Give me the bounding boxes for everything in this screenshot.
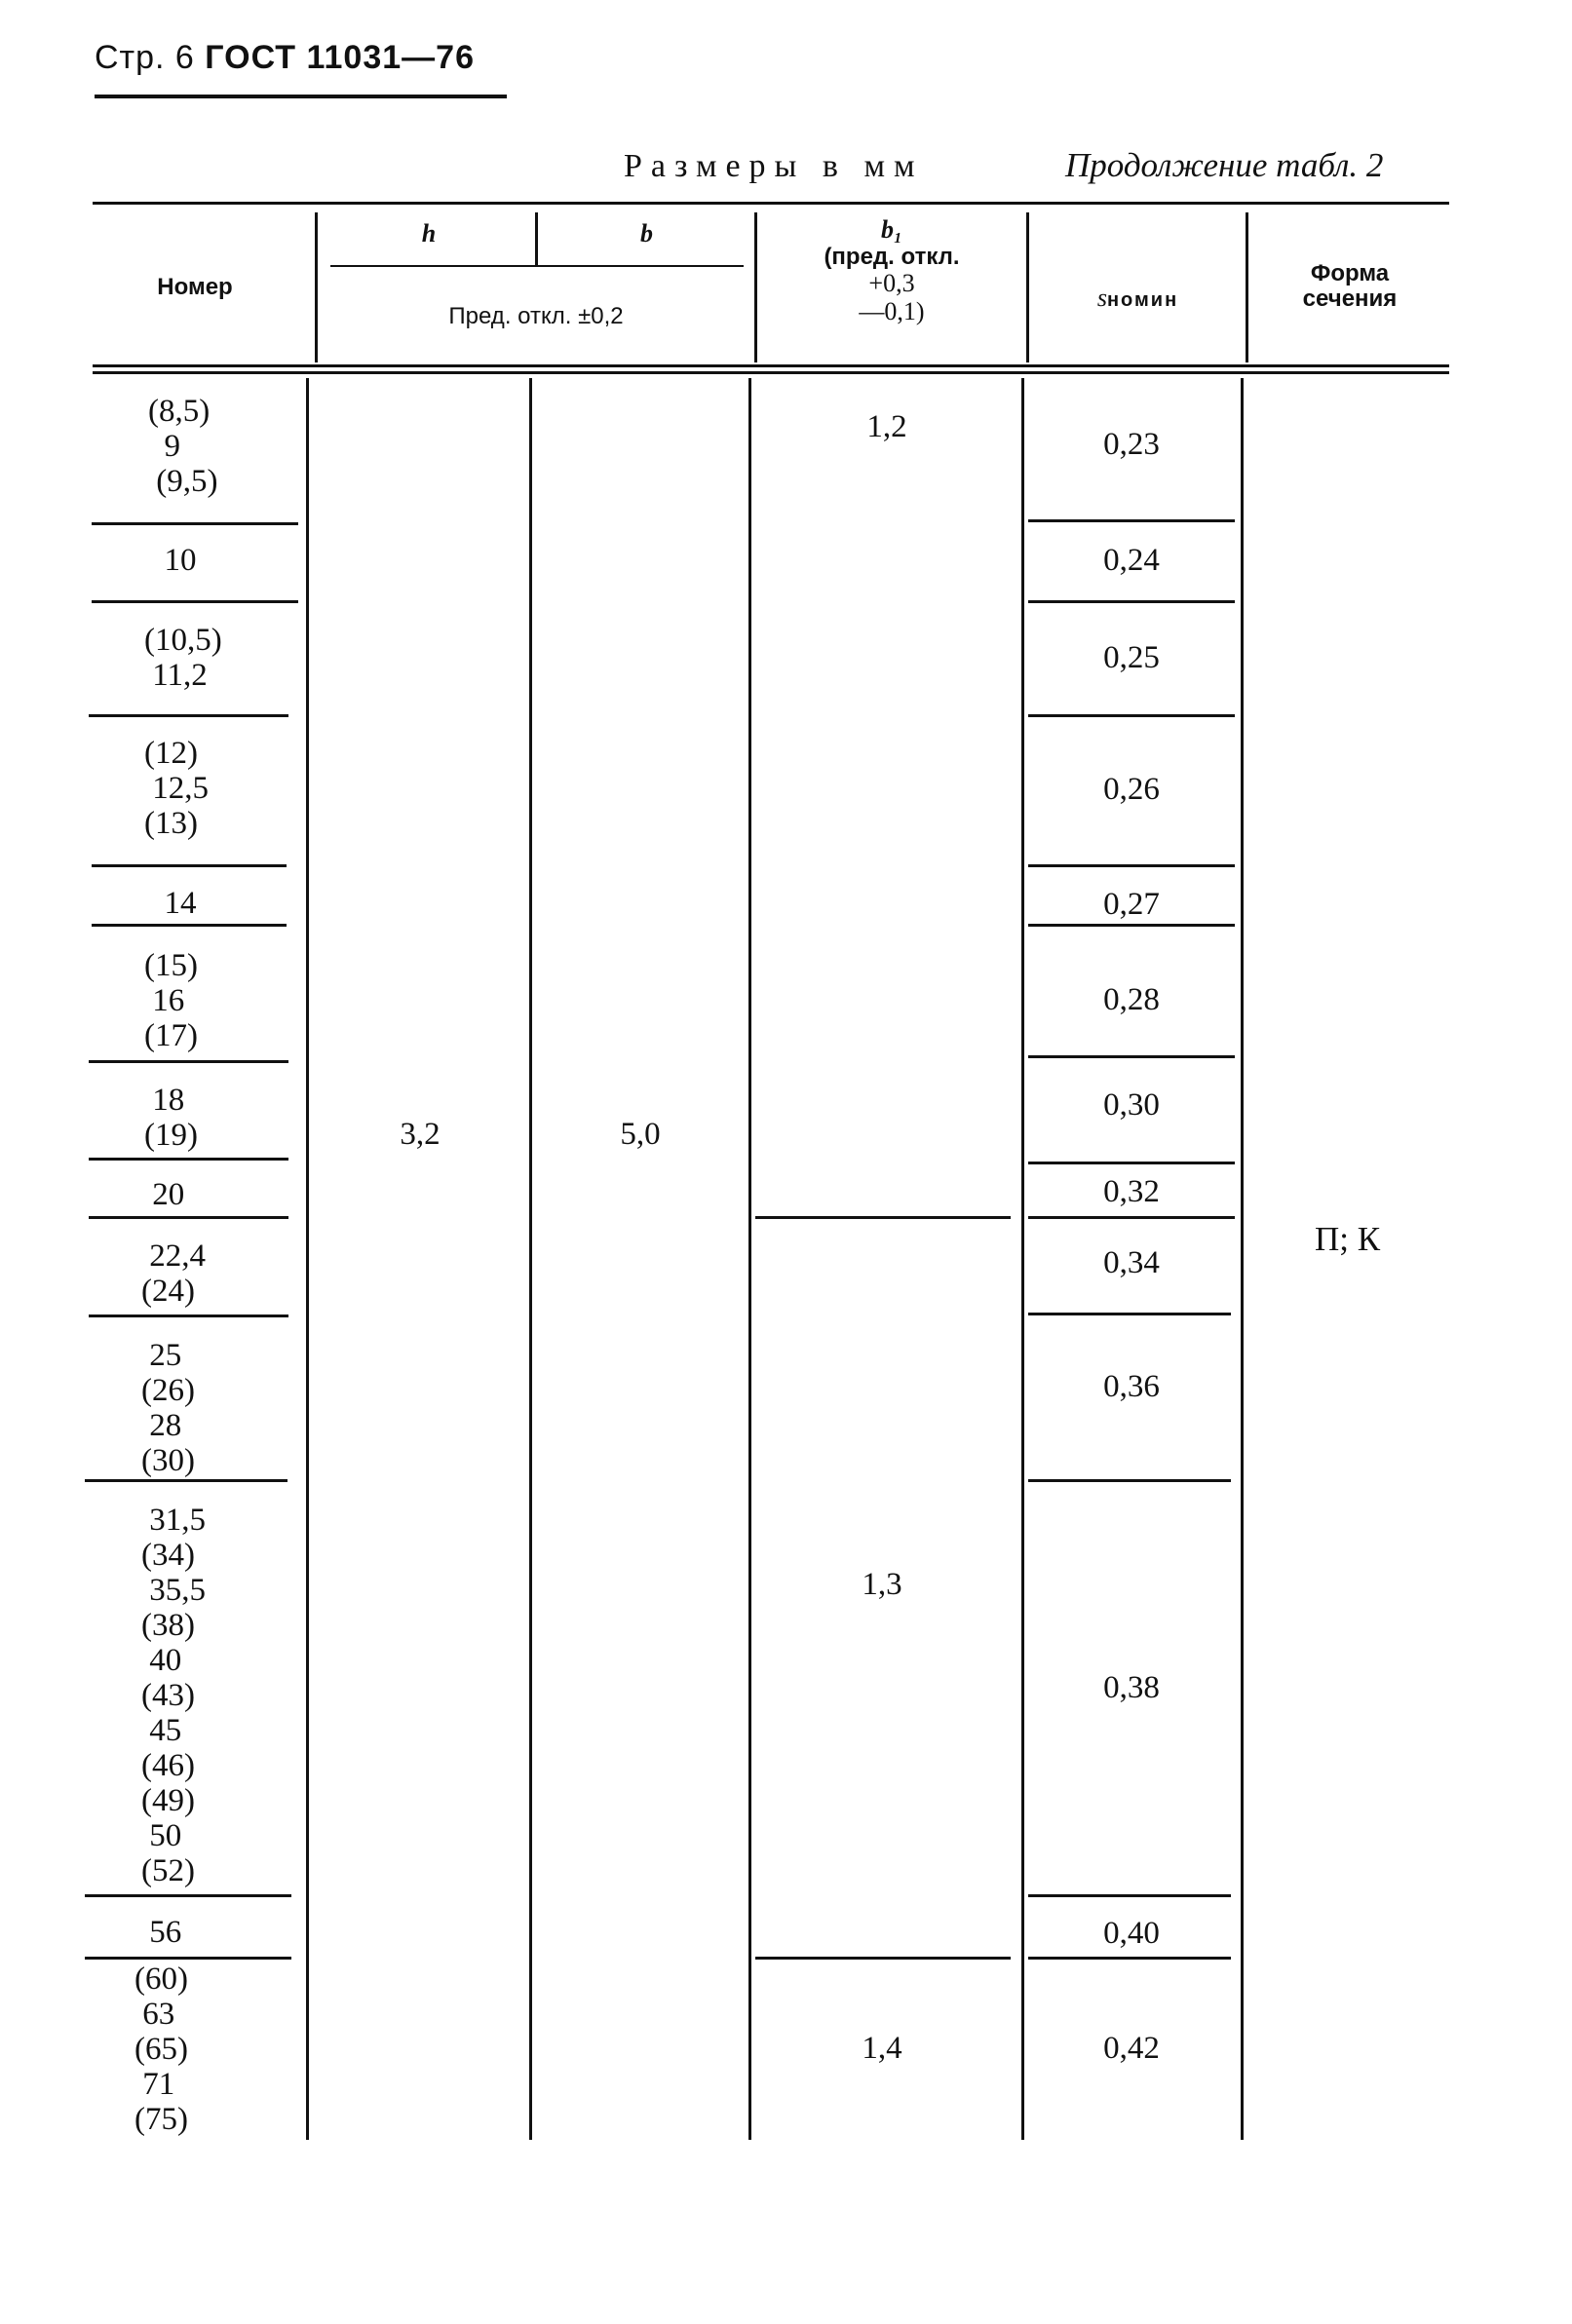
col-b1-header <box>760 216 1023 325</box>
b1-sep-2 <box>755 1957 1011 1960</box>
nomer-group: (60) 63 (65) 71 (75) <box>134 1962 188 2137</box>
header-rule <box>95 95 507 98</box>
body-vline-3 <box>748 378 751 2140</box>
hdr-hb-rule <box>330 265 744 267</box>
hdr-vline-5 <box>1246 212 1248 362</box>
b1-symbol: b₁ <box>880 215 903 244</box>
nomer-group: (15) 16 (17) <box>144 948 198 1053</box>
s-value: 0,32 <box>1103 1174 1160 1209</box>
s-sep <box>1028 864 1235 867</box>
s-sep <box>1028 1313 1231 1315</box>
body-vline-4 <box>1021 378 1024 2140</box>
header-rule-2 <box>93 371 1449 374</box>
nomer-group: 10 <box>148 543 197 578</box>
forma-line-1: Форма <box>1310 260 1390 286</box>
h-value: 3,2 <box>400 1117 441 1152</box>
s-sep <box>1028 924 1235 927</box>
b1-value: 1,2 <box>866 409 907 444</box>
col-nomer-header: Номер <box>157 274 233 300</box>
s-sep <box>1028 1162 1235 1164</box>
units-caption: Размеры в мм <box>624 148 924 184</box>
s-value: 0,23 <box>1103 427 1160 462</box>
b1-tol-line-3: —0,1) <box>859 296 925 325</box>
nomer-group: (8,5) 9 (9,5) <box>148 394 218 499</box>
nomer-group: 20 <box>144 1177 185 1212</box>
nomer-group: 56 <box>141 1915 182 1950</box>
nomer-group: 18 (19) <box>144 1083 198 1153</box>
nomer-group: 14 <box>148 886 197 921</box>
nomer-group: 22,4 (24) <box>141 1238 206 1309</box>
nomer-group: (12) 12,5 (13) <box>144 736 209 841</box>
s-value: 0,25 <box>1103 640 1160 675</box>
nomer-sep <box>89 714 288 717</box>
b-value: 5,0 <box>620 1117 661 1152</box>
s-sep <box>1028 600 1235 603</box>
nomer-sep <box>89 1158 288 1161</box>
col-b-header: b <box>640 219 653 248</box>
b1-tol-line-1: (пред. откл. <box>824 243 960 270</box>
nomer-sep <box>92 600 298 603</box>
s-value: 0,36 <box>1103 1369 1160 1404</box>
hdr-vline-1 <box>315 212 318 362</box>
standard-code: ГОСТ 11031—76 <box>205 39 475 76</box>
table-top-rule <box>93 202 1449 205</box>
nomer-sep <box>85 1894 291 1897</box>
nomer-sep <box>85 1957 291 1960</box>
nomer-sep <box>89 1060 288 1063</box>
nomer-sep <box>92 522 298 525</box>
body-vline-1 <box>306 378 309 2140</box>
s-sep <box>1028 519 1235 522</box>
nomer-group: 25 (26) 28 (30) <box>141 1338 195 1478</box>
nomer-sep <box>85 1479 288 1482</box>
body-vline-2 <box>529 378 532 2140</box>
hdr-vline-3 <box>754 212 757 362</box>
page-number: Стр. 6 <box>95 39 195 76</box>
nomer-sep <box>92 864 287 867</box>
forma-value: П; К <box>1314 1220 1381 1258</box>
s-sep <box>1028 1957 1231 1960</box>
s-subscript: номин <box>1106 289 1179 311</box>
s-value: 0,34 <box>1103 1245 1160 1280</box>
nomer-sep <box>89 1314 288 1317</box>
s-value: 0,40 <box>1103 1916 1160 1951</box>
hdr-vline-4 <box>1026 212 1029 362</box>
s-value: 0,30 <box>1103 1087 1160 1123</box>
s-value: 0,42 <box>1103 2031 1160 2066</box>
s-value: 0,26 <box>1103 772 1160 807</box>
s-value: 0,27 <box>1103 887 1160 922</box>
col-forma-header <box>1252 261 1447 313</box>
b1-tol-line-2: +0,3 <box>868 268 915 297</box>
b1-value: 1,3 <box>862 1567 902 1602</box>
s-sep <box>1028 1894 1231 1897</box>
s-symbol: s <box>1096 284 1107 312</box>
continuation-caption: Продолжение табл. 2 <box>1065 146 1384 184</box>
nomer-sep <box>89 1216 288 1219</box>
s-sep <box>1028 714 1235 717</box>
nomer-sep <box>92 924 287 927</box>
body-vline-5 <box>1241 378 1244 2140</box>
nomer-group: 31,5 (34) 35,5 (38) 40 (43) 45 (46) (49) 50 (52) <box>141 1503 206 1888</box>
s-value: 0,24 <box>1103 543 1160 578</box>
nomer-group: (10,5) 11,2 <box>144 623 222 693</box>
s-value: 0,28 <box>1103 982 1160 1017</box>
forma-line-2: сечения <box>1302 286 1398 313</box>
s-sep <box>1028 1055 1235 1058</box>
b1-value: 1,4 <box>862 2031 902 2066</box>
page-header <box>95 39 475 77</box>
s-value: 0,38 <box>1103 1670 1160 1705</box>
hb-tolerance-header: Пред. откл. ±0,2 <box>448 303 624 329</box>
col-h-header: h <box>421 219 437 248</box>
header-rule-1 <box>93 364 1449 367</box>
s-sep <box>1028 1479 1231 1482</box>
b1-sep-1 <box>755 1216 1011 1219</box>
s-sep <box>1028 1216 1235 1219</box>
col-s-header <box>1033 285 1243 313</box>
